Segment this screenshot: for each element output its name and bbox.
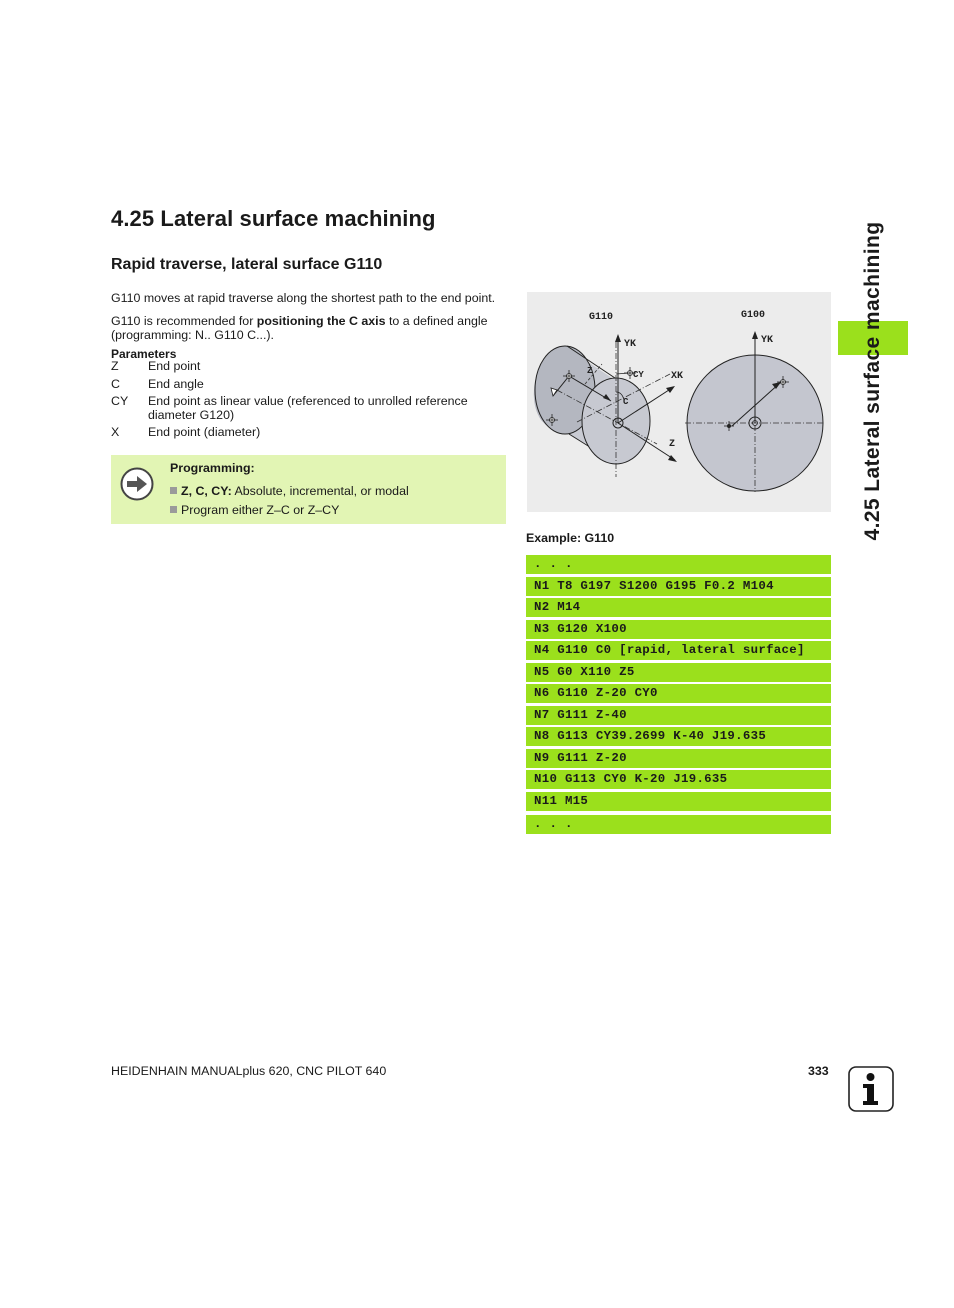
- param-desc: diameter G120): [148, 408, 235, 422]
- note-bullet: [170, 484, 409, 498]
- code-line: [526, 815, 831, 834]
- label-z-path: Z: [587, 366, 593, 376]
- param-desc: End point: [148, 359, 201, 373]
- code-text: N1 T8 G197 S1200 G195 F0.2 M104: [534, 579, 774, 593]
- arrow-right-icon: [120, 467, 154, 501]
- param-desc: End point (diameter): [148, 425, 261, 439]
- side-title-text: 4.25 Lateral surface machining: [861, 221, 884, 541]
- param-symbol: CY: [111, 394, 129, 408]
- code-text: N9 G111 Z-20: [534, 751, 627, 765]
- code-text: N7 G111 Z-40: [534, 708, 627, 722]
- code-line: [526, 641, 831, 660]
- parameters-label: Parameters: [111, 347, 177, 361]
- cylinder-drawing: [534, 342, 670, 477]
- recommend-text: [111, 314, 511, 342]
- param-symbol: Z: [111, 359, 119, 373]
- note-bullet-bold: Z, C, CY:: [181, 484, 232, 498]
- code-line: [526, 792, 831, 811]
- code-text: N3 G120 X100: [534, 622, 627, 636]
- recommend-after: to a defined angle: [385, 314, 488, 328]
- param-desc: End point as linear value (referenced to unrolled reference: [148, 394, 468, 408]
- code-line: [526, 706, 831, 725]
- code-text: N11 M15: [534, 794, 589, 808]
- intro-text: G110 moves at rapid traverse along the shortest path to the end point.: [111, 291, 496, 305]
- note-bullet-text: Program either Z–C or Z–CY: [181, 503, 340, 517]
- page-number: 333: [808, 1064, 829, 1078]
- code-line: [526, 749, 831, 768]
- recommend-bold: positioning the C axis: [256, 314, 386, 328]
- info-icon: [848, 1066, 894, 1112]
- code-text: . . .: [534, 557, 573, 571]
- label-z-axis: Z: [669, 439, 676, 450]
- param-symbol: C: [111, 377, 120, 391]
- note-heading: Programming:: [170, 461, 255, 475]
- code-text: N10 G113 CY0 K-20 J19.635: [534, 772, 728, 786]
- code-line: [526, 620, 831, 639]
- code-text: N6 G110 Z-20 CY0: [534, 686, 658, 700]
- code-text: . . .: [534, 817, 573, 831]
- note-bullet-text: Absolute, incremental, or modal: [231, 484, 409, 498]
- code-line: [526, 577, 831, 596]
- code-line: [526, 727, 831, 746]
- side-title: [838, 214, 908, 548]
- label-yk-right: YK: [761, 335, 774, 346]
- note-bullet: [170, 503, 339, 517]
- recommend-line2: (programming: N.. G110 C...).: [111, 328, 274, 342]
- code-line: [526, 770, 831, 789]
- label-cy: CY: [633, 370, 644, 380]
- label-g110: G110: [589, 312, 614, 323]
- section-title: 4.25 Lateral surface machining: [111, 206, 436, 231]
- diagram-svg: [527, 292, 831, 512]
- programming-note: [111, 455, 506, 524]
- subsection-title: Rapid traverse, lateral surface G110: [111, 256, 383, 273]
- code-text: N8 G113 CY39.2699 K-40 J19.635: [534, 729, 767, 743]
- param-symbol: X: [111, 425, 120, 439]
- example-title: Example: G110: [526, 531, 615, 545]
- code-text: N5 G0 X110 Z5: [534, 665, 635, 679]
- code-text: N2 M14: [534, 600, 581, 614]
- footer-text: HEIDENHAIN MANUALplus 620, CNC PILOT 640: [111, 1064, 387, 1078]
- g110-diagram: [527, 292, 831, 512]
- code-text: N4 G110 C0 [rapid, lateral surface]: [534, 643, 805, 657]
- recommend-before: G110 is recommended for: [111, 314, 257, 328]
- code-line: [526, 598, 831, 617]
- bullet-square-icon: [170, 487, 177, 494]
- code-line: [526, 663, 831, 682]
- code-line: [526, 684, 831, 703]
- disc-drawing: [685, 331, 825, 492]
- label-xk: XK: [671, 371, 684, 382]
- param-desc: End angle: [148, 377, 204, 391]
- label-g100: G100: [741, 310, 766, 321]
- code-line: [526, 555, 831, 574]
- label-c: C: [623, 397, 629, 407]
- label-yk-left: YK: [624, 339, 637, 350]
- bullet-square-icon: [170, 506, 177, 513]
